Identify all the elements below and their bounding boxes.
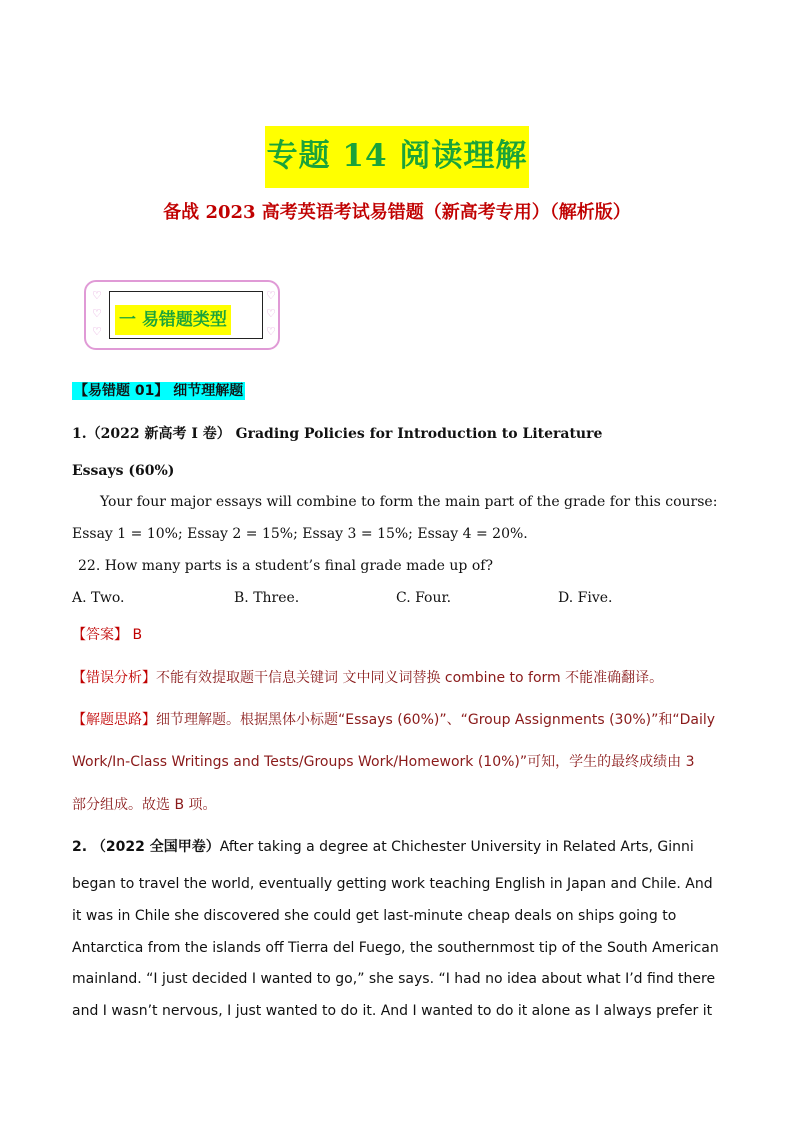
- solution-label: 【解题思路】: [72, 712, 156, 728]
- error-analysis: [72, 668, 663, 688]
- error-text: 不能有效提取题干信息关键词 文中同义词替换 combine to form 不能准确翻译。: [156, 670, 664, 686]
- heart-icon: ♡: [92, 325, 102, 338]
- option-a: A. Two.: [72, 590, 125, 606]
- heart-icon: ♡: [266, 289, 276, 302]
- q2-header: 2. （2022 全国甲卷）: [72, 839, 220, 855]
- q2-line: and I wasn’t nervous, I just wanted to do it. And I wanted to do it alone as I always prefer it: [72, 1003, 713, 1019]
- solution-line: 部分组成。故选 B 项。: [72, 797, 217, 813]
- q2-line: After taking a degree at Chichester University in Related Arts, Ginni: [219, 839, 694, 855]
- option-b: B. Three.: [234, 590, 300, 606]
- page-title-wrap: [0, 126, 794, 188]
- solution-text: 细节理解题。根据黑体小标题“Essays (60%)”、“Group Assignments (30%)”和“Daily: [156, 712, 716, 728]
- q2-line: mainland. “I just decided I wanted to go,” she says. “I had no idea about what I’d find there: [72, 971, 716, 987]
- q1-question: 22. How many parts is a student’s final grade made up of?: [78, 558, 493, 574]
- q2-first-line: [72, 837, 694, 857]
- heart-icon: ♡: [266, 325, 276, 338]
- answer-line: [72, 625, 142, 645]
- q1-subheading: Essays (60%): [72, 463, 175, 479]
- q1-header: 1.（2022 新高考 I 卷） Grading Policies for Introduction to Literature: [72, 426, 603, 442]
- heart-icon: ♡: [92, 289, 102, 302]
- page-subtitle: 备战 2023 高考英语考试易错题（新高考专用）（解析版）: [163, 202, 631, 223]
- section-heading: [72, 378, 245, 404]
- heart-icon: ♡: [92, 307, 102, 320]
- heart-icon: ♡: [266, 307, 276, 320]
- section-label: 【易错题 01】 细节理解题: [74, 383, 244, 399]
- badge-label: 一 易错题类型: [115, 305, 231, 335]
- solution-line: [72, 710, 715, 730]
- option-d: D. Five.: [558, 590, 613, 606]
- q1-paragraph-line: Essay 1 = 10%; Essay 2 = 15%; Essay 3 = 15%; Essay 4 = 20%.: [72, 526, 528, 542]
- q2-line: it was in Chile she discovered she could get last-minute cheap deals on ships going to: [72, 908, 677, 924]
- q2-line: began to travel the world, eventually getting work teaching English in Japan and Chile. And: [72, 876, 713, 892]
- page-title: 专题 14 阅读理解: [265, 126, 530, 188]
- q2-line: Antarctica from the islands off Tierra del Fuego, the southernmost tip of the South American: [72, 940, 719, 956]
- q1-paragraph-line: Your four major essays will combine to form the main part of the grade for this course:: [100, 494, 718, 510]
- error-label: 【错误分析】: [72, 670, 156, 686]
- answer-label: 【答案】: [72, 627, 128, 643]
- solution-line: Work/In-Class Writings and Tests/Groups Work/Homework (10%)”可知，学生的最终成绩由 3: [72, 754, 695, 770]
- answer-value: B: [132, 627, 143, 643]
- option-c: C. Four.: [396, 590, 452, 606]
